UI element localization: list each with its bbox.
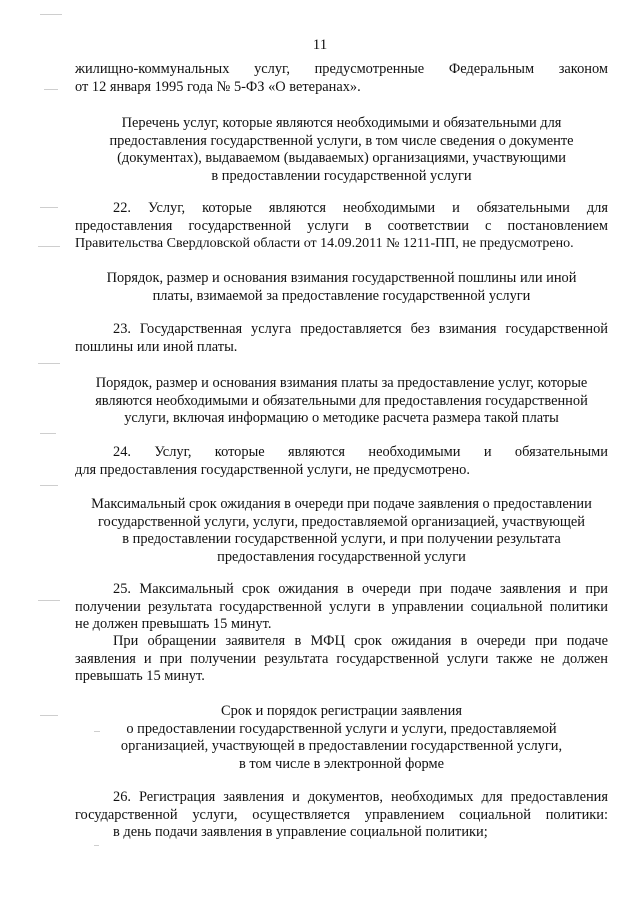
paragraph-line: заявления и при получении результата государственной услуги также не должен	[75, 650, 608, 667]
heading-line: услуги, включая информацию о методике расчета размера такой платы	[124, 410, 559, 426]
paragraph-line: Правительства Свердловской области от 14.09.2011 № 1211-ПП, не предусмотрено.	[75, 236, 574, 251]
heading-line: Максимальный срок ожидания в очереди при подаче заявления о предоставлении	[91, 496, 592, 512]
scan-artifact	[40, 14, 62, 15]
section-heading-services-list	[75, 115, 608, 185]
paragraph-line: для предоставления государственной услуги, не предусмотрено.	[75, 461, 470, 478]
heading-line: в предоставлении государственной услуги	[211, 167, 472, 184]
paragraph-line: превышать 15 минут.	[75, 668, 205, 684]
paragraph-line: 24. Услуг, которые являются необходимыми и обязательными	[113, 444, 608, 460]
section-heading-state-fee	[75, 270, 608, 305]
paragraph-line: 22. Услуг, которые являются необходимыми и обязательными для	[113, 200, 608, 216]
scan-artifact	[94, 731, 100, 732]
paragraph-23	[75, 321, 608, 356]
paragraph-line: 26. Регистрация заявления и документов, необходимых для предоставления	[113, 789, 608, 805]
scan-artifact	[38, 363, 60, 364]
heading-line: предоставления государственной услуги	[217, 548, 466, 565]
heading-line: являются необходимыми и обязательными для предоставления государственной	[95, 392, 588, 409]
page-number: 11	[312, 37, 328, 53]
paragraph-line: в день подачи заявления в управление социальной политики;	[113, 824, 488, 840]
paragraph-25-mfc	[75, 633, 608, 686]
scan-artifact	[40, 207, 58, 208]
heading-line: Порядок, размер и основания взимания государственной пошлины или иной	[106, 270, 577, 286]
section-heading-registration	[75, 703, 608, 773]
paragraph-line: получении результата государственной услуги в управлении социальной политики	[75, 598, 608, 615]
heading-line: Перечень услуг, которые являются необходимыми и обязательными для	[121, 115, 562, 131]
intro-line-2: от 12 января 1995 года № 5-ФЗ «О ветеранах».	[75, 78, 361, 95]
intro-line-1: жилищно-коммунальных услуг, предусмотренные Федеральным законом	[75, 61, 608, 77]
paragraph-25	[75, 581, 608, 634]
paragraph-24	[75, 444, 608, 479]
heading-line: (документах), выдаваемом (выдаваемых) организациями, участвующими	[117, 150, 566, 166]
scan-artifact	[44, 89, 58, 90]
scan-artifact	[94, 845, 99, 846]
heading-line: платы, взимаемой за предоставление государственной услуги	[152, 287, 531, 304]
scan-artifact	[38, 600, 60, 601]
heading-line: в предоставлении государственной услуги, и при получении результата	[122, 531, 561, 547]
section-heading-service-fee	[75, 375, 608, 428]
paragraph-line: пошлины или иной платы.	[75, 338, 238, 355]
heading-line: государственной услуги, услуги, предоставляемой организацией, участвующей	[97, 513, 586, 530]
paragraph-line: государственной услуги, осуществляется управлением социальной политики:	[75, 806, 608, 823]
paragraph-26	[75, 789, 608, 842]
paragraph-line: не должен превышать 15 минут.	[75, 616, 272, 632]
scan-artifact	[40, 485, 58, 486]
heading-line: Порядок, размер и основания взимания платы за предоставление услуг, которые	[95, 375, 588, 391]
paragraph-line: При обращении заявителя в МФЦ срок ожидания в очереди при подаче	[113, 633, 608, 649]
paragraph-22	[75, 200, 608, 253]
heading-line: о предоставлении государственной услуги и услуги, предоставляемой	[126, 720, 557, 737]
section-heading-waiting-time	[70, 496, 613, 566]
paragraph-line: 23. Государственная услуга предоставляется без взимания государственной	[113, 321, 608, 337]
scan-artifact	[38, 246, 60, 247]
heading-line: предоставления государственной услуги, в том числе сведения о документе	[109, 132, 574, 149]
heading-line: организацией, участвующей в предоставлении государственной услуги,	[120, 738, 563, 754]
heading-line: Срок и порядок регистрации заявления	[221, 703, 462, 719]
scan-artifact	[40, 715, 58, 716]
intro-paragraph	[75, 61, 608, 96]
heading-line: в том числе в электронной форме	[238, 755, 445, 772]
scan-artifact	[40, 433, 56, 434]
paragraph-line: 25. Максимальный срок ожидания в очереди при подаче заявления и при	[113, 581, 608, 597]
paragraph-line: предоставления государственной услуги в соответствии с постановлением	[75, 217, 608, 234]
